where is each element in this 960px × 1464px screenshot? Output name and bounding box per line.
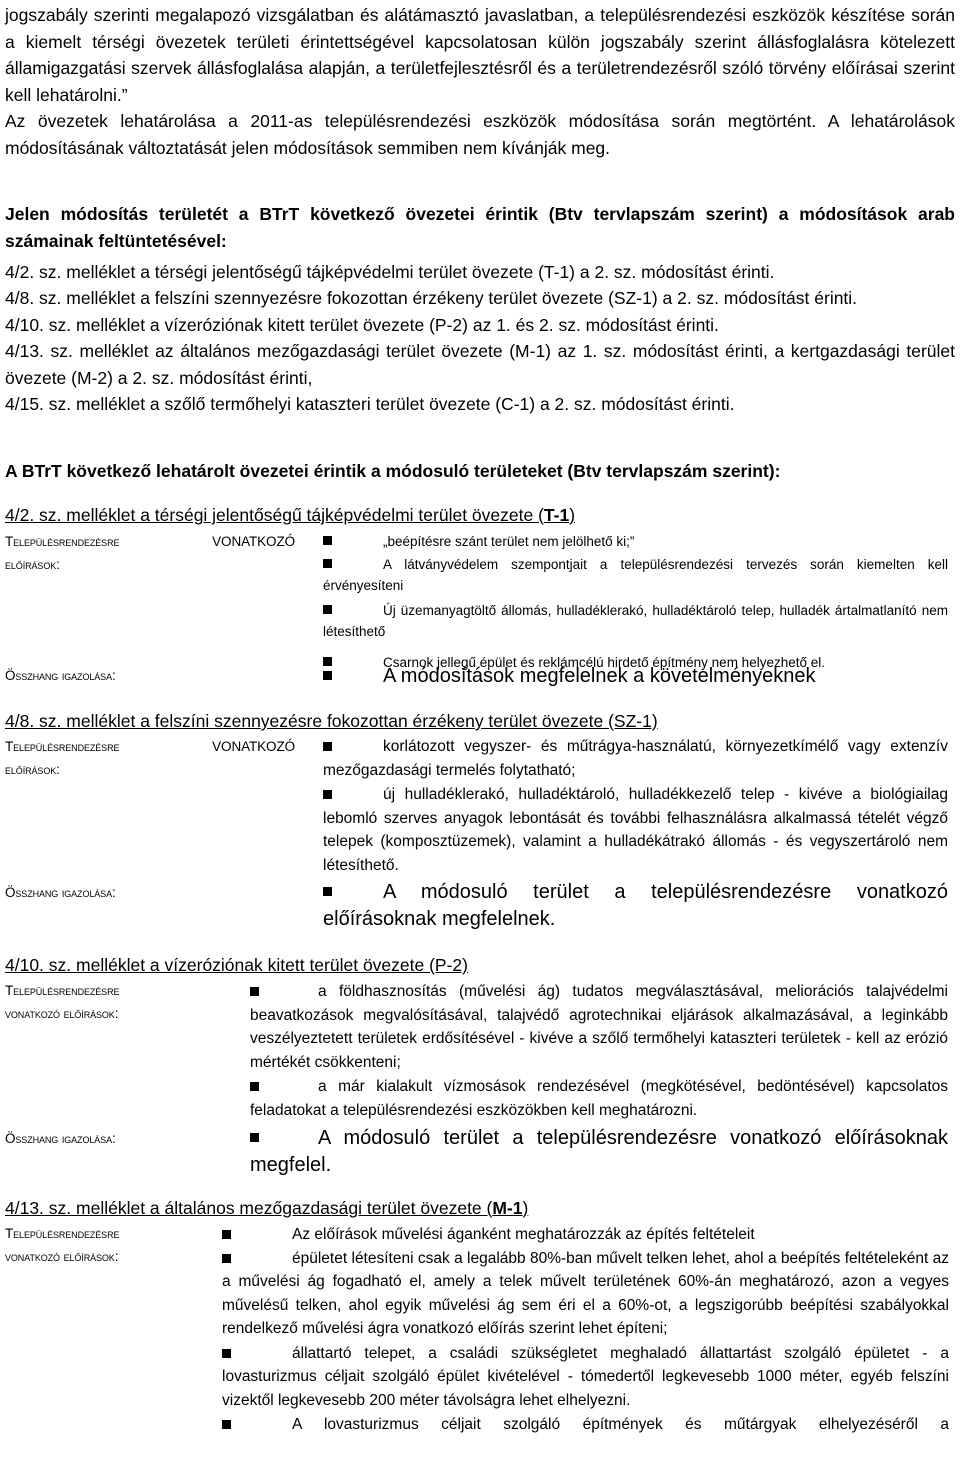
bullet-icon	[323, 790, 332, 799]
section-title-m1: 4/13. sz. melléklet a általános mezőgazdasági terület övezete (M-1)	[5, 1198, 529, 1218]
bullet-icon	[222, 1230, 231, 1239]
list-item: Csarnok jellegű épület és reklámcélú hirdető építmény nem helyezhető el.	[323, 652, 948, 674]
rules-label-line: VONATKOZÓ	[212, 534, 295, 549]
list-item: A látványvédelem szempontjait a településrendezési tervezés során kiemelten kell érvényesíteni	[323, 556, 948, 593]
compliance-list	[323, 879, 948, 933]
bullet-icon	[323, 605, 332, 614]
section-title-sz1: 4/8. sz. melléklet a felszíni szennyezésre fokozottan érzékeny terület övezete (SZ-1)	[5, 711, 658, 731]
bullet-icon	[323, 887, 332, 896]
bullet-icon	[222, 1420, 231, 1429]
modification-item: 4/10. sz. melléklet a vízeróziónak kitett terület övezete (P-2) az 1. és 2. sz. módosítást érinti.	[5, 314, 719, 335]
intro-text	[5, 2, 955, 162]
list-item: Az előírások művelési áganként meghatározzák az építés feltételeit	[222, 1223, 949, 1247]
compliance-label: Összhang igazolása:	[5, 668, 116, 683]
rules-label-line: előírások:	[5, 557, 60, 572]
compliance-list	[323, 663, 948, 690]
modification-item: 4/15. sz. melléklet a szőlő termőhelyi kataszteri terület övezete (C-1) a 2. sz. módosítást érinti.	[5, 394, 735, 415]
rules-label	[5, 735, 305, 781]
list-item: épületet létesíteni csak a legalább 80%-ban művelt telken lehet, ahol a beépítés feltételeként az a művelési ág fogadható el, amely a telek művelt területének 60%-án meghatározó, azon a vegyes művelésű telken, ahol egyik művelési ág sem éri el a 60%-ot, a legszigorúbb beépítési szabályokkal rendelkező művelési ágra vonatkozó előírás szerint lehet építeni;	[222, 1249, 949, 1337]
rules-label	[5, 979, 119, 1025]
list-item: Új üzemanyagtöltő állomás, hulladéklerakó, hulladéktároló telep, hulladék ártalmatlanító nem létesíthető	[323, 602, 948, 639]
compliance-list	[250, 1125, 948, 1179]
list-item: a már kialakult vízmosások rendezésével (megkötésével, bedöntésével) kapcsolatos feladatokat a településrendezési eszközökben kell meghatározni.	[250, 1078, 948, 1119]
rules-list	[250, 980, 948, 1122]
modification-item: 4/2. sz. melléklet a térségi jelentőségű tájképvédelmi terület övezete (T-1) a 2. sz. módosítást érinti.	[5, 262, 775, 282]
intro-paragraph-1: jogszabály szerinti megalapozó vizsgálatban és alátámasztó javaslatban, a településrendezési eszközök készítése során a kiemelt térségi övezetek területi érintettségével kapcsolatosan külön jogszabály szerint állásfoglalásra kötelezett államigazgatási szervek állásfoglalása alapján, a területfejlesztésről és a területrendezésről szóló törvény előírásai szerint kell lehatárolni.”	[5, 5, 955, 105]
bullet-icon	[222, 1349, 231, 1358]
bullet-icon	[323, 536, 332, 545]
bullet-icon	[250, 1082, 259, 1091]
list-item: A módosítások megfelelnek a követelményeknek	[323, 663, 948, 690]
compliance-label: Összhang igazolása:	[5, 1131, 116, 1146]
rules-list	[323, 735, 948, 877]
bullet-icon	[222, 1254, 231, 1263]
list-item: korlátozott vegyszer- és műtrágya-használatú, környezetkímélő vagy extenzív mezőgazdasági termelés folytatható;	[323, 738, 948, 779]
modifications-list	[5, 259, 955, 417]
rules-label-line: Településrendezésre	[5, 1226, 120, 1241]
rules-label-line: vonatkozó előírások:	[5, 1249, 119, 1264]
list-item: a földhasznosítás (művelési ág) tudatos megválasztásával, meliorációs talajvédelmi beavatkozások megvalósításával, talajvédő agrotechnikai eljárások alkalmazásával, a leginkább veszélyeztetett területek erdősítésével - kivéve a szőlő termőhelyi kataszteri területek - kell az erózió mértékét csökkenteni;	[250, 983, 948, 1071]
modification-item: 4/8. sz. melléklet a felszíni szennyezésre fokozottan érzékeny terület övezete (SZ-1) a 2. sz. módosítást érinti.	[5, 288, 858, 309]
rules-label-line: VONATKOZÓ	[212, 739, 295, 754]
delimited-zones-heading: A BTrT következő lehatárolt övezetei érintik a módosuló területeket (Btv tervlapszám szerint):	[5, 461, 781, 481]
rules-list	[323, 531, 948, 673]
rules-label-line: előírások:	[5, 762, 60, 777]
list-item: A lovasturizmus céljait szolgáló építmények és műtárgyak elhelyezéséről a	[222, 1413, 949, 1437]
rules-label	[5, 1222, 119, 1268]
bullet-icon	[323, 559, 332, 568]
rules-label-line: Településrendezésre	[5, 739, 120, 754]
bullet-icon	[250, 987, 259, 996]
modification-item: 4/13. sz. melléklet az általános mezőgazdasági terület övezete (M-1) az 1. sz. módosítást érinti, a kertgazdasági terület övezete (M-2) a 2. sz. módosítást érinti,	[5, 341, 955, 388]
section-title-p2: 4/10. sz. melléklet a vízeróziónak kitett terület övezete (P-2)	[5, 955, 468, 975]
rules-list	[222, 1223, 949, 1437]
rules-label-line: vonatkozó előírások:	[5, 1006, 119, 1021]
list-item: új hulladéklerakó, hulladéktároló, hulladékkezelő telep - kivéve a biológiailag lebomló szerves anyagok lebontását és további felhasználásra alkalmassá tételét végző telepek (komposztüzemek), valamint a hulladékátrakó állomás - és vegyszertároló nem létesíthető.	[323, 786, 948, 874]
list-item: A módosuló terület a településrendezésre vonatkozó előírásoknak megfelelnek.	[323, 881, 948, 930]
rules-label-line: Településrendezésre	[5, 983, 120, 998]
list-item: „beépítésre szánt terület nem jelölhető ki;”	[323, 531, 948, 553]
compliance-label: Összhang igazolása:	[5, 885, 116, 900]
bullet-icon	[323, 671, 332, 680]
section-title-t1: 4/2. sz. melléklet a térségi jelentőségű tájképvédelmi terület övezete (T-1)	[5, 505, 576, 525]
rules-label-line: Településrendezésre	[5, 534, 120, 549]
list-item: állattartó telepet, a családi szükségletet meghaladó állattartást szolgáló épületet - a lovasturizmus céljait szolgáló épület kivételével - tómedertől legkevesebb 1000 méter, egyéb felszíni vizektől legkevesebb 200 méter távolságra lehet elhelyezni.	[222, 1344, 949, 1409]
intro-paragraph-2: Az övezetek lehatárolása a 2011-as településrendezési eszközök módosítása során megtörtént. A lehatárolások módosításának változtatását jelen módosítások semmiben nem kívánják meg.	[5, 111, 955, 158]
bullet-icon	[323, 742, 332, 751]
list-item: A módosuló terület a településrendezésre vonatkozó előírásoknak megfelel.	[250, 1127, 948, 1176]
affected-zones-heading: Jelen módosítás területét a BTrT következő övezetei érintik (Btv tervlapszám szerint) a módosítások arab számainak feltüntetésével:	[5, 204, 955, 251]
bullet-icon	[250, 1133, 259, 1142]
rules-label	[5, 530, 305, 576]
